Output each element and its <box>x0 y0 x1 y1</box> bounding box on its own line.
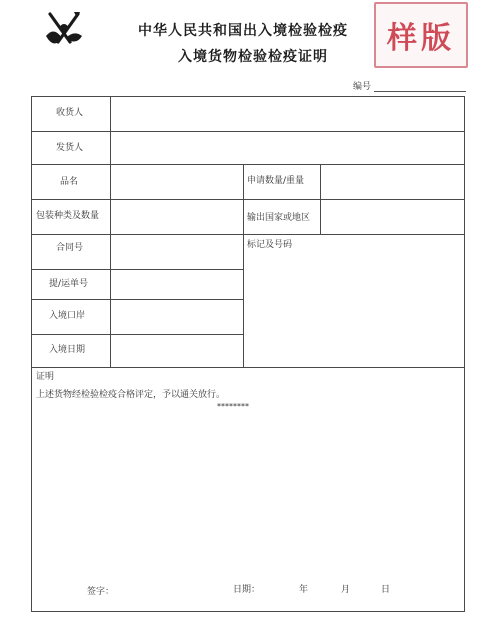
row-divider <box>31 299 243 300</box>
row-divider <box>31 234 465 235</box>
goods-name-field[interactable] <box>112 166 242 198</box>
marks-numbers-label: 标记及号码 <box>247 240 293 250</box>
entry-port-label: 入境口岸 <box>49 311 86 321</box>
origin-country-field[interactable] <box>322 201 462 233</box>
goods-name-label: 品名 <box>60 177 79 187</box>
form-border-top <box>31 96 465 97</box>
inspection-emblem-icon <box>40 6 88 54</box>
form-border-left <box>31 96 32 612</box>
entry-date-label: 入境日期 <box>49 345 86 355</box>
row-divider <box>31 131 465 132</box>
quantity-weight-label: 申请数量/重量 <box>247 176 305 186</box>
consignee-label: 收货人 <box>56 108 84 118</box>
contract-no-label: 合同号 <box>56 243 84 253</box>
consignee-field[interactable] <box>112 98 462 130</box>
certificate-statement: 上述货物经检验检疫合格评定，予以通关放行。 <box>36 390 226 400</box>
year-label: 年 <box>299 585 309 595</box>
label-column-divider <box>110 96 111 367</box>
marks-numbers-field[interactable] <box>245 251 463 366</box>
day-label: 日 <box>381 585 391 595</box>
bill-of-lading-label: 提/运单号 <box>49 279 89 289</box>
row-divider <box>31 334 243 335</box>
serial-number-field[interactable] <box>374 91 466 92</box>
row-divider <box>31 164 465 165</box>
row-divider <box>31 367 465 368</box>
sample-stamp <box>374 2 468 68</box>
entry-date-field[interactable] <box>112 336 242 366</box>
month-label: 月 <box>341 585 351 595</box>
document-subtitle: 入境货物检验检疫证明 <box>178 49 328 65</box>
form-border-right <box>464 96 465 612</box>
document-title: 中华人民共和国出入境检验检疫 <box>138 23 348 39</box>
serial-number-label: 编号 <box>353 82 372 92</box>
row-divider <box>31 269 243 270</box>
signature-label: 签字： <box>87 587 115 597</box>
contract-no-field[interactable] <box>112 236 242 268</box>
certificate-label: 证明 <box>36 372 55 382</box>
packing-label: 包装种类及数量 <box>36 211 100 221</box>
consignor-field[interactable] <box>112 133 462 163</box>
entry-port-field[interactable] <box>112 301 242 333</box>
consignor-label: 发货人 <box>56 143 84 153</box>
masked-text: ******** <box>217 402 249 411</box>
form-border-bottom <box>31 611 465 612</box>
origin-country-label: 输出国家或地区 <box>247 213 311 223</box>
sample-stamp-text: 样版 <box>387 21 455 56</box>
row-divider <box>31 199 465 200</box>
certificate-form <box>31 96 465 612</box>
middle-column-divider <box>243 164 244 367</box>
date-label: 日期： <box>233 585 261 595</box>
bill-of-lading-field[interactable] <box>112 271 242 298</box>
right-label-divider <box>320 164 321 234</box>
packing-field[interactable] <box>112 201 242 233</box>
quantity-weight-field[interactable] <box>322 166 462 198</box>
